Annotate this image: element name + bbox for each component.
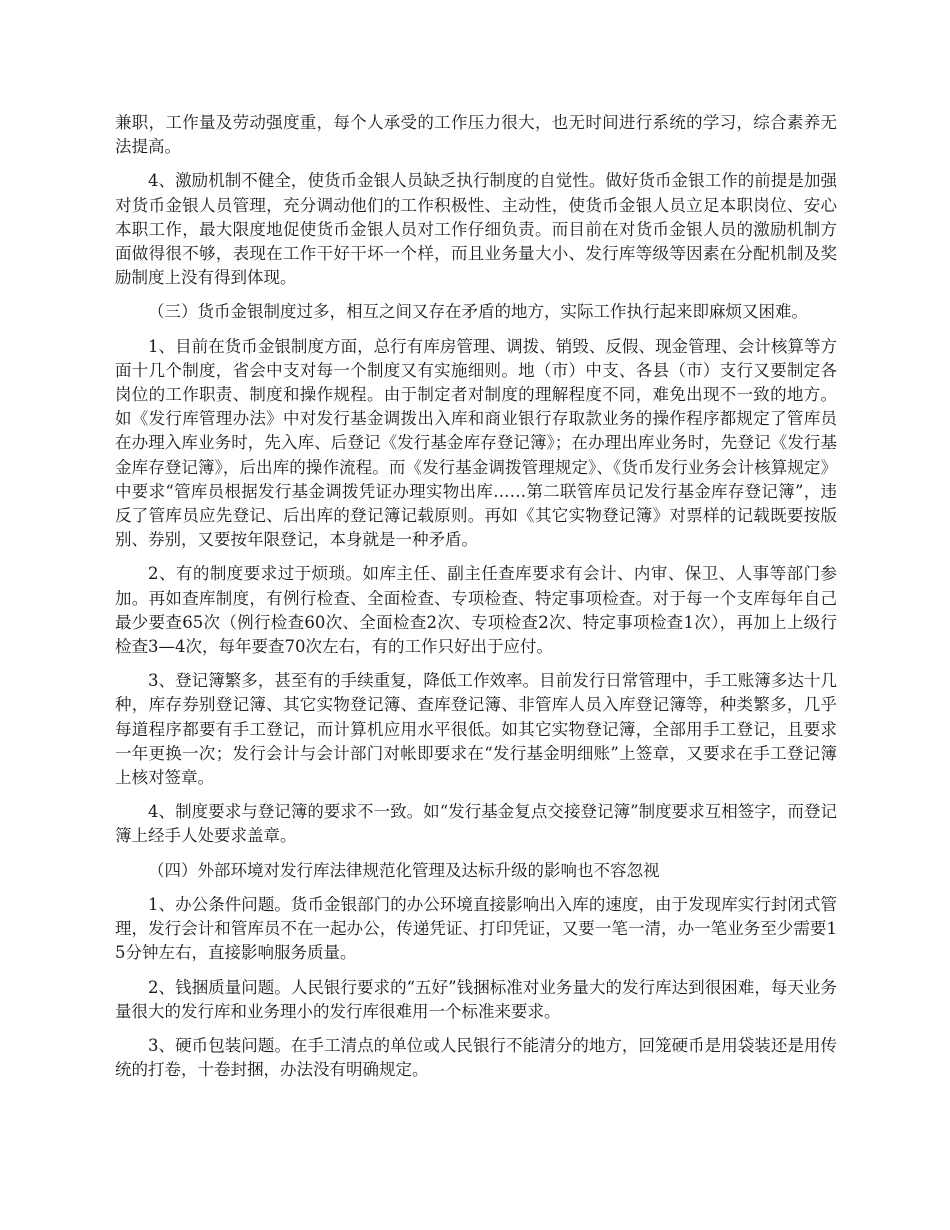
- paragraph: 3、硬币包装问题。在手工清点的单位或人民银行不能清分的地方，回笼硬币是用袋装还是用传统的打卷，十卷封捆，办法没有明确规定。: [115, 1035, 837, 1080]
- paragraph: 2、有的制度要求过于烦琐。如库主任、副主任查库要求有会计、内审、保卫、人事等部门参加。再如查库制度，有例行检查、全面检查、专项检查、特定事项检查。对于每一个支库每年自己最少要查65次（例行检查60次、全面检查2次、专项检查2次、特定事项检查1次），再加上上级行检查3—4次，每年要查70次左右，有的工作只好出于应付。: [115, 564, 837, 657]
- document-body: [115, 111, 837, 1092]
- paragraph: 4、制度要求与登记簿的要求不一致。如“发行基金复点交接登记簿”制度要求互相签字，而登记簿上经手人处要求盖章。: [115, 802, 837, 846]
- paragraph: 2、钱捆质量问题。人民银行要求的“五好”钱捆标准对业务量大的发行库达到很困难，每天业务量很大的发行库和业务理小的发行库很难用一个标准来要求。: [115, 977, 837, 1021]
- paragraph: 1、办公条件问题。货币金银部门的办公环境直接影响出入库的速度，由于发现库实行封闭式管理，发行会计和管库员不在一起办公，传递凭证、打印凭证，又要一笔一清，办一笔业务至少需要15分钟左右，直接影响服务质量。: [115, 894, 837, 963]
- section-heading: （四）外部环境对发行库法律规范化管理及达标升级的影响也不容忽视: [148, 860, 660, 880]
- section-heading: （三）货币金银制度过多，相互之间又存在矛盾的地方，实际工作执行起来即麻烦又困难。: [148, 302, 808, 322]
- paragraph: 兼职，工作量及劳动强度重，每个人承受的工作压力很大，也无时间进行系统的学习，综合素养无法提高。: [115, 113, 837, 157]
- paragraph: 4、激励机制不健全，使货币金银人员缺乏执行制度的自觉性。做好货币金银工作的前提是加强对货币金银人员管理，充分调动他们的工作积极性、主动性，使货币金银人员立足本职岗位、安心本职工作，最大限度地促使货币金银人员对工作仔细负责。而目前在对货币金银人员的激励机制方面做得很不够，表现在工作干好干坏一个样，而且业务量大小、发行库等级等因素在分配机制及奖励制度上没有得到体现。: [115, 171, 837, 288]
- paragraph: 3、登记簿繁多，甚至有的手续重复，降低工作效率。目前发行日常管理中，手工账簿多达十几种，库存券别登记簿、其它实物登记簿、查库登记簿、非管库人员入库登记簿等，种类繁多，几乎每道程序都要有手工登记，而计算机应用水平很低。如其它实物登记簿，全部用手工登记，且要求一年更换一次；发行会计与会计部门对帐即要求在“发行基金明细账”上签章，又要求在手工登记簿上核对签章。: [115, 671, 837, 788]
- paragraph: 1、目前在货币金银制度方面，总行有库房管理、调拨、销毁、反假、现金管理、会计核算等方面十几个制度，省会中支对每一个制度又有实施细则。地（市）中支、各县（市）支行又要制定各岗位的工作职责、制度和操作规程。由于制定者对制度的理解程度不同，难免出现不一致的地方。如《发行库管理办法》中对发行基金调拨出入库和商业银行存取款业务的操作程序都规定了管库员在办理入库业务时，先入库、后登记《发行基金库存登记簿》；在办理出库业务时，先登记《发行基金库存登记簿》，后出库的操作流程。而《发行基金调拨管理规定》、《货币发行业务会计核算规定》中要求“管库员根据发行基金调拨凭证办理实物出库……第二联管库员记发行基金库存登记簿”，违反了管库员应先登记、后出库的登记簿记载原则。再如《其它实物登记簿》对票样的记载既要按版别、券别，又要按年限登记，本身就是一种矛盾。: [115, 336, 837, 550]
